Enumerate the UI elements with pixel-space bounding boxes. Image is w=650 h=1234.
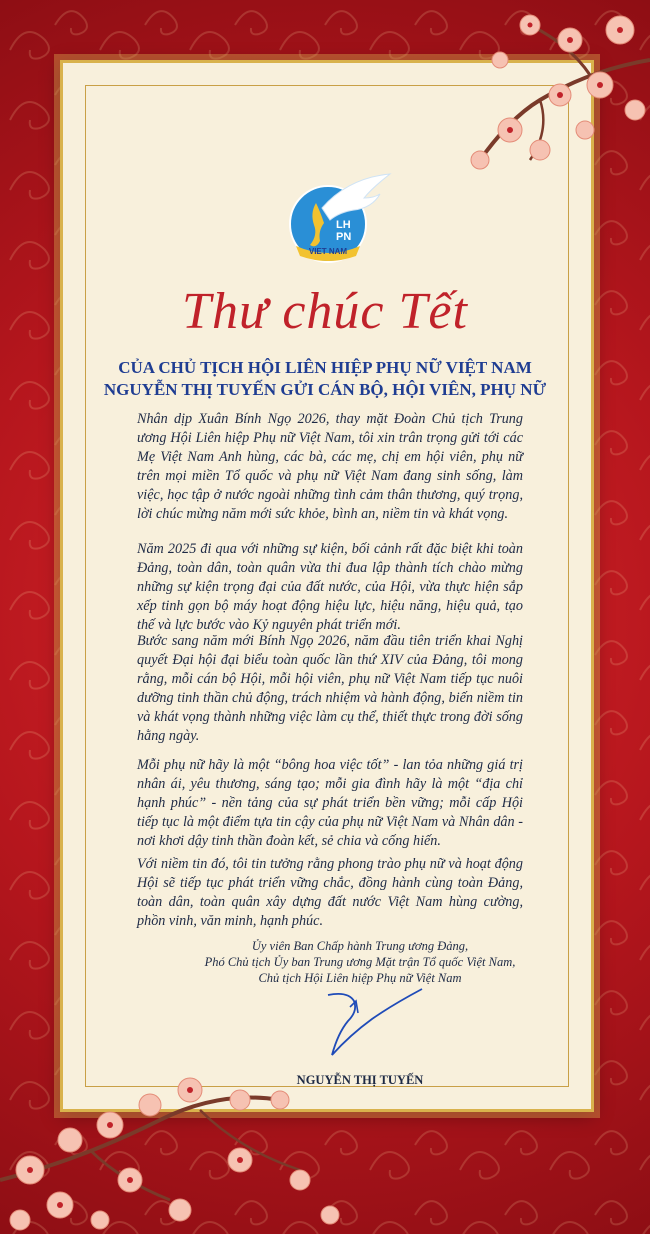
letter-paragraph-2: Năm 2025 đi qua với những sự kiện, bối cảnh rất đặc biệt khi toàn Đảng, toàn dân, toàn quân vừa thi đua lập thành tích chào mừng những sự kiện trọng đại của đất nước, của Hội, vừa thực hiện sắp xếp tinh gọn bộ máy hoạt động hiệu lực, hiệu năng, hiệu quả, tạo thế và lực bước vào Kỷ nguyên phát triển mới. [137, 541, 523, 633]
logo-banner-text: VIET NAM [308, 247, 348, 256]
signer-title-1: Ủy viên Ban Chấp hành Trung ương Đảng, [251, 939, 469, 953]
letter-paragraph-3: Bước sang năm mới Bính Ngọ 2026, năm đầu tiên triển khai Nghị quyết Đại hội đại biểu toàn quốc lần thứ XIV của Đảng, tôi mong rằng, mỗi cán bộ Hội, mỗi hội viên, phụ nữ Việt Nam tiếp tục nuôi dưỡng tinh thần chủ động, trách nhiệm và hành động, biến niềm tin và khát vọng thành những việc làm cụ thể, thiết thực trong đời sống hằng ngày. [137, 633, 523, 744]
signer-title-3: Chủ tịch Hội Liên hiệp Phụ nữ Việt Nam [258, 971, 462, 985]
subtitle-line-1: CỦA CHỦ TỊCH HỘI LIÊN HIỆP PHỤ NỮ VIỆT NAM [118, 358, 532, 377]
logo-initials-bottom: PN [336, 231, 352, 243]
plum-blossom-branch-top-right [420, 0, 650, 190]
letter-paragraph-5: Với niềm tin đó, tôi tin tưởng rằng phong trào phụ nữ và hoạt động Hội sẽ tiếp tục phát triển vững chắc, đồng hành cùng toàn Đảng, toàn dân, toàn quân xây dựng đất nước Việt Nam hùng cường, phồn vinh, văn minh, hạnh phúc. [137, 856, 523, 929]
letter-title: Thư chúc Tết [182, 283, 468, 340]
signer-name: NGUYỄN THỊ TUYẾN [296, 1073, 424, 1087]
subtitle-line-2: NGUYỄN THỊ TUYẾN GỬI CÁN BỘ, HỘI VIÊN, PHỤ NỮ [103, 380, 547, 399]
logo-initials-top: LH [336, 219, 351, 231]
letter-paragraph-1: Nhân dịp Xuân Bính Ngọ 2026, thay mặt Đoàn Chủ tịch Trung ương Hội Liên hiệp Phụ nữ Việt Nam, tôi xin trân trọng gửi tới các Mẹ Việt Nam Anh hùng, các bà, các mẹ, chị em hội viên, phụ nữ trên mọi miền Tổ quốc và phụ nữ Việt Nam đang sinh sống, làm việc, học tập ở nước ngoài những tình cảm thân thương, quý trọng, lời chúc mừng năm mới sức khỏe, bình an, niềm tin và khát vọng. [137, 411, 523, 522]
plum-blossom-branch-bottom-left [0, 1030, 360, 1234]
dove-globe-logo [276, 168, 394, 268]
signer-title-2: Phó Chủ tịch Ủy ban Trung ương Mặt trận Tổ quốc Việt Nam, [204, 955, 516, 969]
letter-paragraph-4: Mỗi phụ nữ hãy là một “bông hoa việc tốt” - lan tỏa những giá trị nhân ái, yêu thương, sáng tạo; mỗi gia đình hãy là một “địa chỉ hạnh phúc” - nền tảng của sự phát triển bền vững; mỗi cấp Hội tiếp tục là một điểm tựa tin cậy của phụ nữ Việt Nam và Nhân dân - nơi khơi dậy tinh thần đoàn kết, sẻ chia và cống hiến. [137, 757, 523, 849]
